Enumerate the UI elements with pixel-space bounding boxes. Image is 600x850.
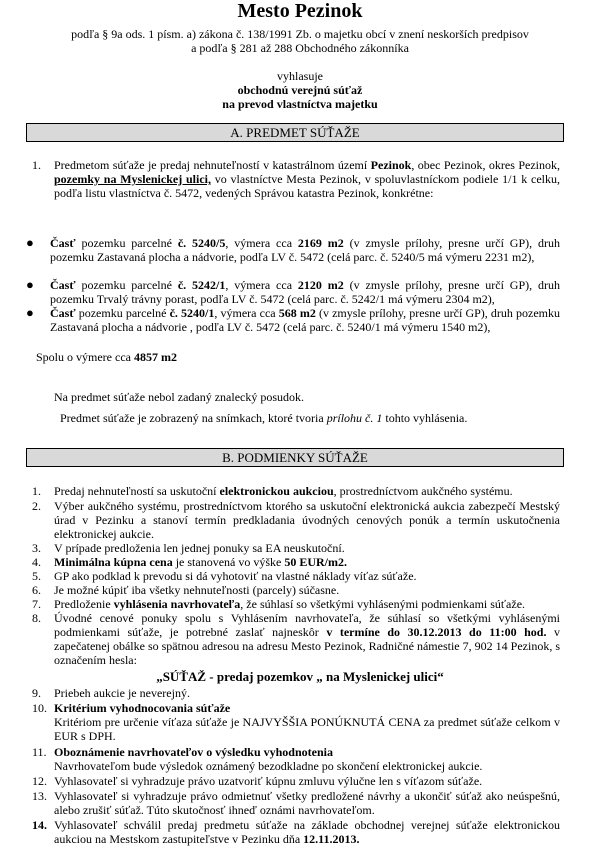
item-number: 14. (32, 818, 47, 832)
item-number: 7. (32, 597, 41, 611)
bullet-icon: ● (26, 277, 34, 292)
item-number: 3. (32, 541, 41, 555)
announce-word: vyhlasuje (277, 69, 323, 83)
item-text: Predaj nehnuteľností sa uskutoční elektronickou aukciou, prostredníctvom aukčného systému. (54, 484, 513, 498)
item-number: 5. (32, 569, 41, 583)
item-number: 9. (32, 686, 41, 700)
item-number: 11. (32, 745, 47, 759)
item-text: Výber aukčného systému, prostredníctvom ktorého sa uskutoční elektronická aukcia zabezpečí Mestský úrad v Pezinku a stanoví termín predkladania úvodných cenových ponúk a termín uskutočnenia elektronickej aukcie. (54, 499, 560, 541)
item-text: GP ako podklad k prevodu si dá vyhotoviť na vlastné náklady víťaz súťaže. (54, 569, 417, 583)
photos-note: Predmet súťaže je zobrazený na snímkach, ktoré tvoria prílohu č. 1 tohto vyhlásenia. (60, 411, 468, 425)
legal-basis-line-1: podľa § 9a ods. 1 písm. a) zákona č. 138/1991 Zb. o majetku obcí v znení neskorších predpisov (71, 27, 529, 41)
item-number: 12. (32, 774, 47, 788)
bullet-icon: ● (26, 305, 34, 320)
no-appraisal-note: Na predmet súťaže nebol zadaný znalecký posudok. (54, 390, 305, 404)
parcel-text: Časť pozemku parcelné č. 5242/1, výmera cca 2120 m2 (v zmysle prílohy, presne určí GP), druh pozemku Trvalý trávny porast, podľa LV č. 5472 (celá parc. č. 5242/1 má výmeru 2304 m2), (50, 278, 561, 306)
item-text: Predloženie vyhlásenia navrhovateľa, že súhlasí so všetkými vyhlásenými podmienkami súťaže. (54, 597, 526, 611)
item-text: Je možné kúpiť iba všetky nehnuteľnosti (parcely) súčasne. (54, 583, 340, 597)
item-number: 4. (32, 555, 41, 569)
item-number: 10. (32, 701, 47, 715)
item-text: Vyhlasovateľ schválil predaj predmetu súťaže na základe obchodnej verejnej súťaže elektronickou aukciou na Mestskom zastupiteľstve v Pezinku dňa 12.11.2013. (54, 818, 560, 846)
bullet-icon: ● (26, 235, 34, 250)
parcel-text: Časť pozemku parcelné č. 5240/5, výmera cca 2169 m2 (v zmysle prílohy, presne určí GP), druh pozemku Zastavaná plocha a nádvorie, podľa LV č. 5472 (celá parc. č. 5240/5 má výmeru 2231 m2), (50, 236, 561, 264)
item-number: 13. (32, 789, 47, 803)
item-text: Minimálna kúpna cena je stanovená vo výške 50 EUR/m2. (54, 555, 348, 569)
item-text: Kritérium vyhodnocovania súťaže Kritériom pre určenie víťaza súťaže je NAJVYŠŠIA PONÚKNUTÁ CENA za predmet súťaže celkom v EUR s DPH. (54, 701, 560, 743)
item-number: 6. (32, 583, 41, 597)
section-a-heading: A. PREDMET SÚŤAŽE (26, 123, 564, 142)
submission-motto: „SÚŤAŽ - predaj pozemkov „ na Myslenickej ulici“ (156, 669, 444, 684)
item-text: Predmetom súťaže je predaj nehnuteľností v katastrálnom území Pezinok, obec Pezinok, okres Pezinok, pozemky na Myslenickej ulici, vo vlastníctve Mesta Pezinok, v spoluvlastníckom podiele 1/1 k celku, podľa listu vlastníctva č. 5472, vedených Správou katastra Pezinok, konkrétne: (54, 158, 560, 200)
item-text: Vyhlasovateľ si vyhradzuje právo uzatvoriť kúpnu zmluvu výlučne len s víťazom súťaže. (54, 774, 483, 788)
section-b-heading: B. PODMIENKY SÚŤAŽE (26, 448, 564, 467)
total-area: Spolu o výmere cca 4857 m2 (36, 350, 177, 364)
parcel-text: Časť pozemku parcelné č. 5240/1, výmera cca 568 m2 (v zmysle prílohy, presne určí GP), druh pozemku Zastavaná plocha a nádvorie , podľa LV č. 5472 (celá parc. č. 5240/1 má výmeru 1540 m2), (50, 306, 561, 334)
competition-type: obchodnú verejnú súťaž (237, 83, 363, 97)
item-number: 8. (32, 611, 41, 625)
competition-subject: na prevod vlastníctva majetku (222, 97, 378, 111)
item-text: V prípade predloženia len jednej ponuky sa EA neuskutoční. (54, 541, 345, 555)
item-text: Oboznámenie navrhovateľov o výsledku vyhodnotenia Navrhovateľom bude výsledok oznámený bezodkladne po skončení elektronickej aukcie. (54, 745, 483, 773)
document-title: Mesto Pezinok (237, 0, 363, 22)
item-text: Priebeh aukcie je neverejný. (54, 686, 190, 700)
item-text: Úvodné cenové ponuky spolu s Vyhlásením navrhovateľa, že súhlasí so všetkými vyhlásenými podmienkami súťaže, je potrebné zaslať najneskôr v termíne do 30.12.2013 do 11:00 hod. v zapečatenej obálke so spätnou adresou na adresu Mesto Pezinok, Radničné námestie 7, 902 14 Pezinok, s označením hesla: (54, 611, 560, 667)
item-number: 1. (32, 484, 41, 498)
legal-basis-line-2: a podľa § 281 až 288 Obchodného zákonníka (191, 41, 409, 55)
item-text: Vyhlasovateľ si vyhradzuje právo odmietnuť všetky predložené návrhy a ukončiť súťaž ako neúspešnú, alebo zrušiť súťaž. Túto skutočnosť ihneď oznámi navrhovateľom. (54, 789, 560, 817)
item-number: 2. (32, 499, 41, 513)
item-number: 1. (32, 158, 41, 172)
